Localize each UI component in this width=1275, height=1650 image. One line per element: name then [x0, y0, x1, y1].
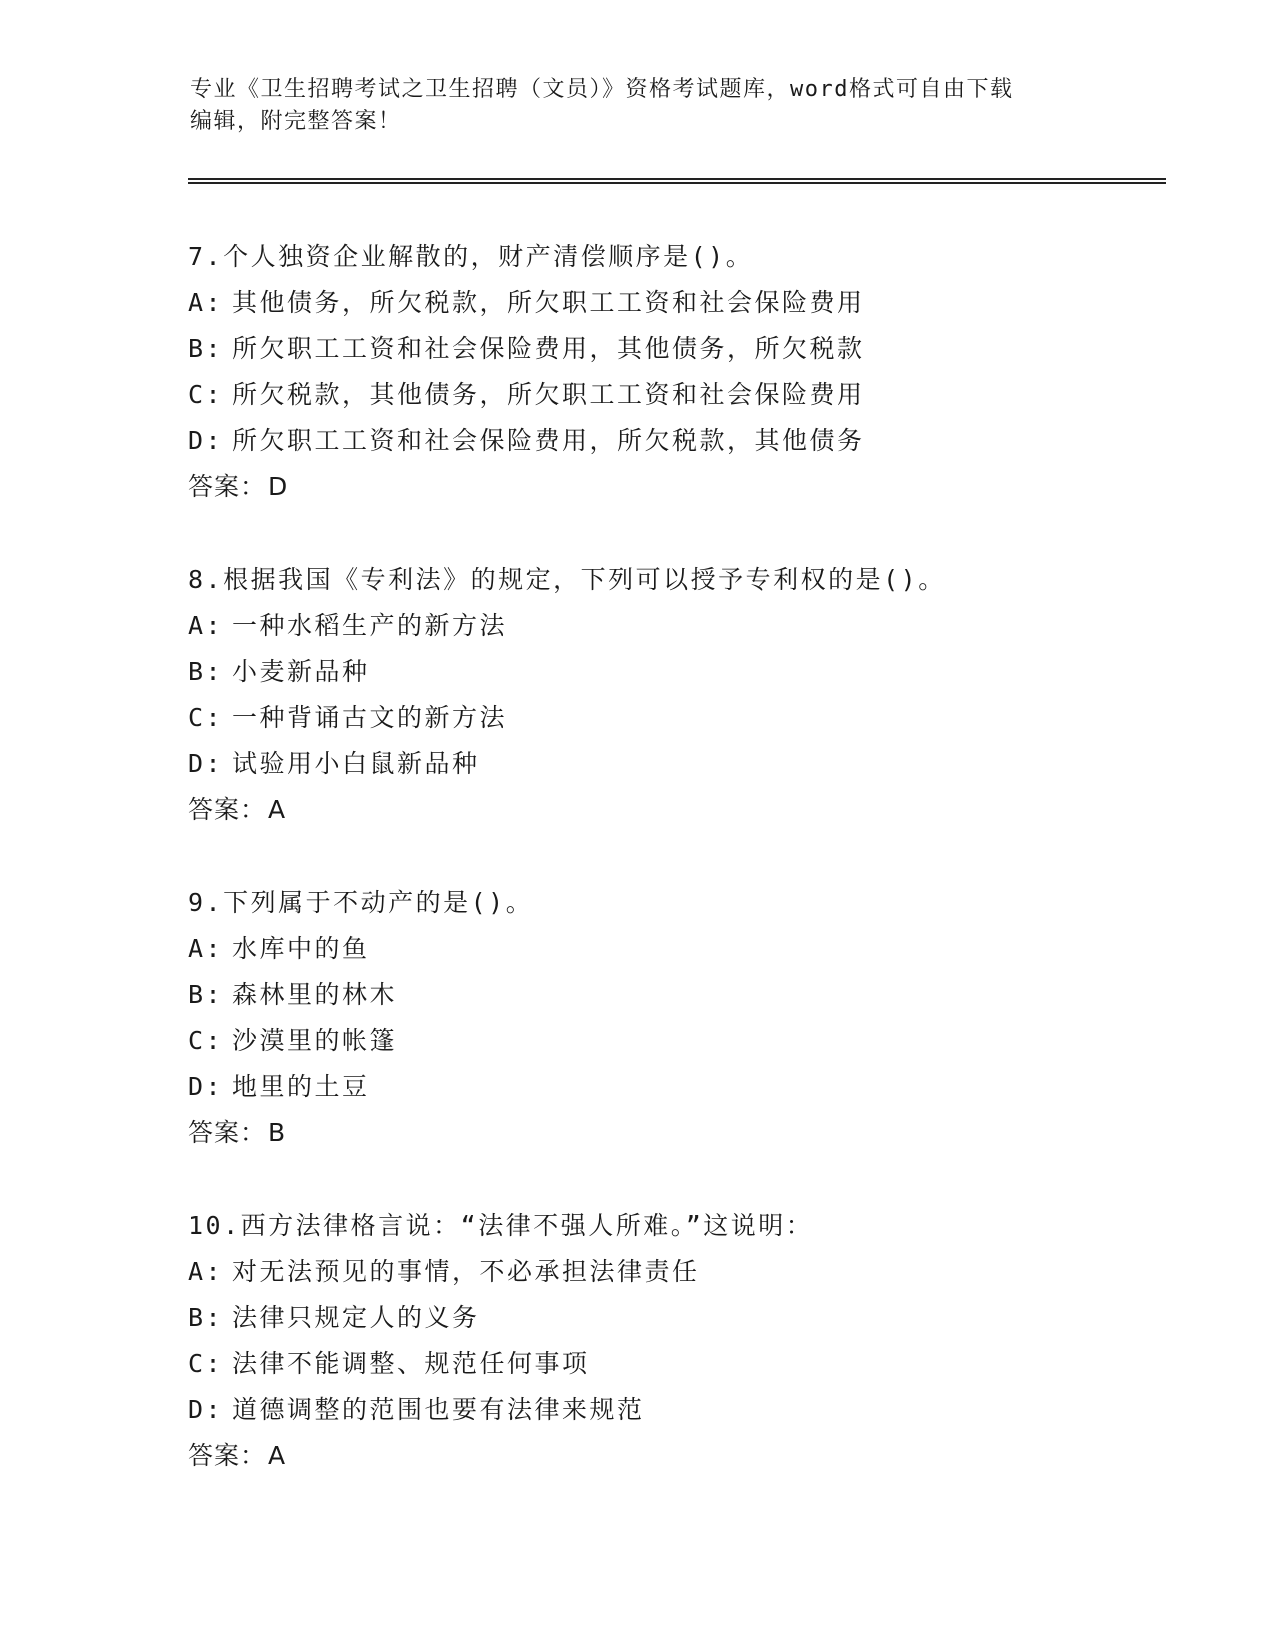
option-text: 水库中的鱼 [232, 934, 370, 963]
option-text: 所欠职工工资和社会保险费用，其他债务，所欠税款 [232, 334, 865, 363]
option-text: 其他债务，所欠税款，所欠职工工资和社会保险费用 [232, 288, 865, 317]
option-text: 小麦新品种 [232, 657, 370, 686]
answer-value: B [268, 1118, 287, 1147]
option-letter: B: [188, 1303, 224, 1332]
answer-label: 答案： [188, 795, 267, 824]
option-letter: A: [188, 611, 224, 640]
answer-value: A [268, 1441, 287, 1470]
option-text: 地里的土豆 [232, 1072, 370, 1101]
option-a [188, 603, 1168, 649]
option-text: 道德调整的范围也要有法律来规范 [232, 1395, 645, 1424]
option-a [188, 1249, 1168, 1295]
option-text: 沙漠里的帐篷 [232, 1026, 398, 1055]
option-b [188, 1295, 1168, 1341]
question-stem: 7.个人独资企业解散的，财产清偿顺序是()。 [188, 242, 754, 271]
answer-line [188, 464, 1168, 510]
option-text: 法律只规定人的义务 [232, 1303, 480, 1332]
option-d [188, 418, 1168, 464]
question-10 [188, 1203, 1168, 1479]
option-text: 法律不能调整、规范任何事项 [232, 1349, 590, 1378]
option-a [188, 280, 1168, 326]
question-stem: 8.根据我国《专利法》的规定，下列可以授予专利权的是()。 [188, 565, 946, 594]
answer-value: A [268, 795, 287, 824]
option-c [188, 372, 1168, 418]
option-letter: C: [188, 1026, 224, 1055]
option-letter: A: [188, 1257, 224, 1286]
answer-label: 答案： [188, 472, 267, 501]
option-letter: B: [188, 334, 224, 363]
question-8 [188, 557, 1168, 833]
option-letter: C: [188, 703, 224, 732]
question-stem: 10.西方法律格言说：“法律不强人所难。”这说明： [188, 1211, 814, 1240]
answer-line [188, 787, 1168, 833]
option-c [188, 1341, 1168, 1387]
question-list [188, 234, 1168, 1526]
option-d [188, 1387, 1168, 1433]
question-9 [188, 880, 1168, 1156]
option-text: 一种背诵古文的新方法 [232, 703, 508, 732]
option-letter: D: [188, 1072, 224, 1101]
option-letter: D: [188, 1395, 224, 1424]
option-text: 森林里的林木 [232, 980, 398, 1009]
option-text: 试验用小白鼠新品种 [232, 749, 480, 778]
answer-value: D [268, 472, 289, 501]
option-text: 一种水稻生产的新方法 [232, 611, 508, 640]
option-d [188, 741, 1168, 787]
option-c [188, 1018, 1168, 1064]
answer-label: 答案： [188, 1441, 267, 1470]
option-letter: D: [188, 426, 224, 455]
document-header [190, 74, 1090, 138]
option-letter: D: [188, 749, 224, 778]
option-b [188, 326, 1168, 372]
option-c [188, 695, 1168, 741]
answer-label: 答案： [188, 1118, 267, 1147]
option-letter: A: [188, 934, 224, 963]
option-letter: B: [188, 980, 224, 1009]
header-line-1: 专业《卫生招聘考试之卫生招聘（文员）》资格考试题库，word格式可自由下载 [190, 77, 1014, 102]
option-b [188, 972, 1168, 1018]
answer-line [188, 1110, 1168, 1156]
option-a [188, 926, 1168, 972]
header-line-2: 编辑，附完整答案！ [190, 109, 402, 134]
option-letter: B: [188, 657, 224, 686]
option-letter: C: [188, 1349, 224, 1378]
option-text: 所欠职工工资和社会保险费用，所欠税款，其他债务 [232, 426, 865, 455]
question-stem: 9.下列属于不动产的是()。 [188, 888, 534, 917]
header-double-rule [188, 178, 1166, 184]
option-text: 所欠税款，其他债务，所欠职工工资和社会保险费用 [232, 380, 865, 409]
question-7 [188, 234, 1168, 510]
option-letter: A: [188, 288, 224, 317]
option-text: 对无法预见的事情，不必承担法律责任 [232, 1257, 700, 1286]
option-b [188, 649, 1168, 695]
option-d [188, 1064, 1168, 1110]
option-letter: C: [188, 380, 224, 409]
answer-line [188, 1433, 1168, 1479]
